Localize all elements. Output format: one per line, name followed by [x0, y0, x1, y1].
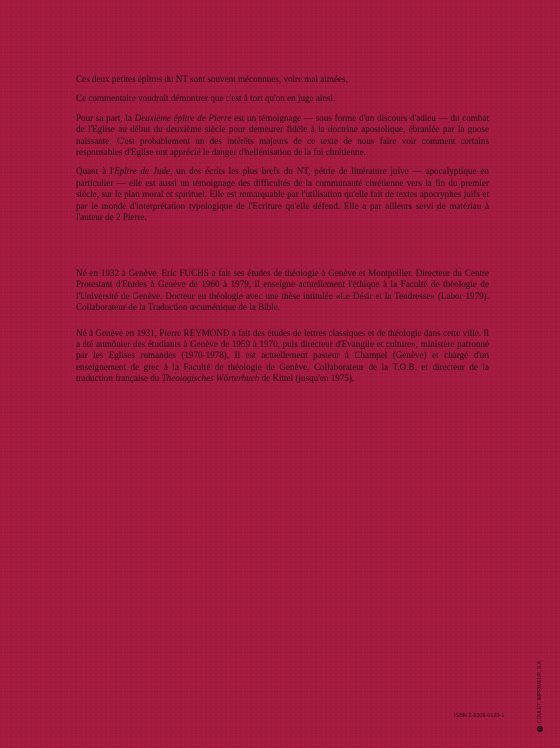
intro-paragraph-1: Ces deux petites épîtres du NT sont souvent méconnues, voire mal aimées. [76, 74, 348, 84]
intro-text: , un des écrits les plus brefs du NT, pétrie de littérature juive — apocalyptique en particulier — elle est aussi un témoignage des difficultés de la communauté chrétienne vers la fin du premier siècle, sur le plan moral et spirituel. Elle est remarquable par l'utilisation qu'elle fait de textes apocryphes juifs et par le monde d'interprétation typologique de l'Ecriture qu'elle défend. Elle a par ailleurs servi de matériau à l'auteur de 2 Pierre. [76, 166, 489, 223]
intro-paragraph-2: Ce commentaire voudrait démontrer que c'est à tort qu'on en juge ainsi. [76, 93, 336, 104]
intro-paragraph-jude [76, 166, 489, 223]
isbn-label: ISBN 2-8309-0123-1 [454, 713, 505, 719]
book-title-jude: Epître de Jude [114, 166, 171, 177]
bio-text: de Kittel (jusqu'en 1975). [259, 373, 355, 384]
copyright-icon: © [536, 727, 542, 731]
description-section [76, 74, 489, 231]
author-bio-reymond [76, 328, 489, 385]
printer-credit [536, 622, 544, 732]
bio-text: Né à Genève en 1931, Pierre REYMOND a fait des études de lettres classiques et de théologie dans cette ville. Il a été aumônier des étudiants à Genève de 1959 à 1970, puis directeur d'Evangile et culture», ministère patronné par les Eglises romandes (1970-1978). Il est actuellement pasteur à Champel (Genève) et chargé d'un enseignement de grec à la Faculté de théologie de Genève. Collaborateur de la T.O.B. et directeur de la traduction française du [76, 327, 489, 384]
printer-credit-text: COULET, IMPRIMEUR, S.A. [537, 659, 543, 723]
work-title: Theologisches Wörterbuch [161, 373, 260, 384]
book-title-2-pierre: Deuxième épître de Pierre [134, 112, 232, 123]
intro-text: est un témoignage — sous forme d'un discours d'adieu — du combat de l'Eglise au début du deuxième siècle pour demeurer fidèle à la doctrine apostolique, ébranlée par la gnose naissante. C'est probablement un des intérêts majeurs de ce texte de nous faire voir comment certains responsables d'Eglise ont apprécié le danger d'hellénisation de la foi chrétienne. [76, 112, 489, 158]
author-bios-section [76, 268, 489, 399]
author-bio-fuchs: Né en 1932 à Genève, Eric FUCHS a fait ses études de théologie à Genève et Montpellier. Directeur du Centre Protestant d'Etudes à Genève de 1960 à 1979, il enseigne actuellement l'éthique à la Faculté de théologie de l'Université de Genève. Docteur en théologie avec une thèse intitulée «Le Désir et la Tendresse» (Labor 1979). Collaborateur de la Traduction œcuménique de la Bible. [76, 268, 489, 313]
intro-text: Pour sa part, la [76, 112, 135, 123]
intro-text: Quant à l' [76, 166, 115, 177]
intro-paragraph-2-pierre [76, 113, 489, 159]
